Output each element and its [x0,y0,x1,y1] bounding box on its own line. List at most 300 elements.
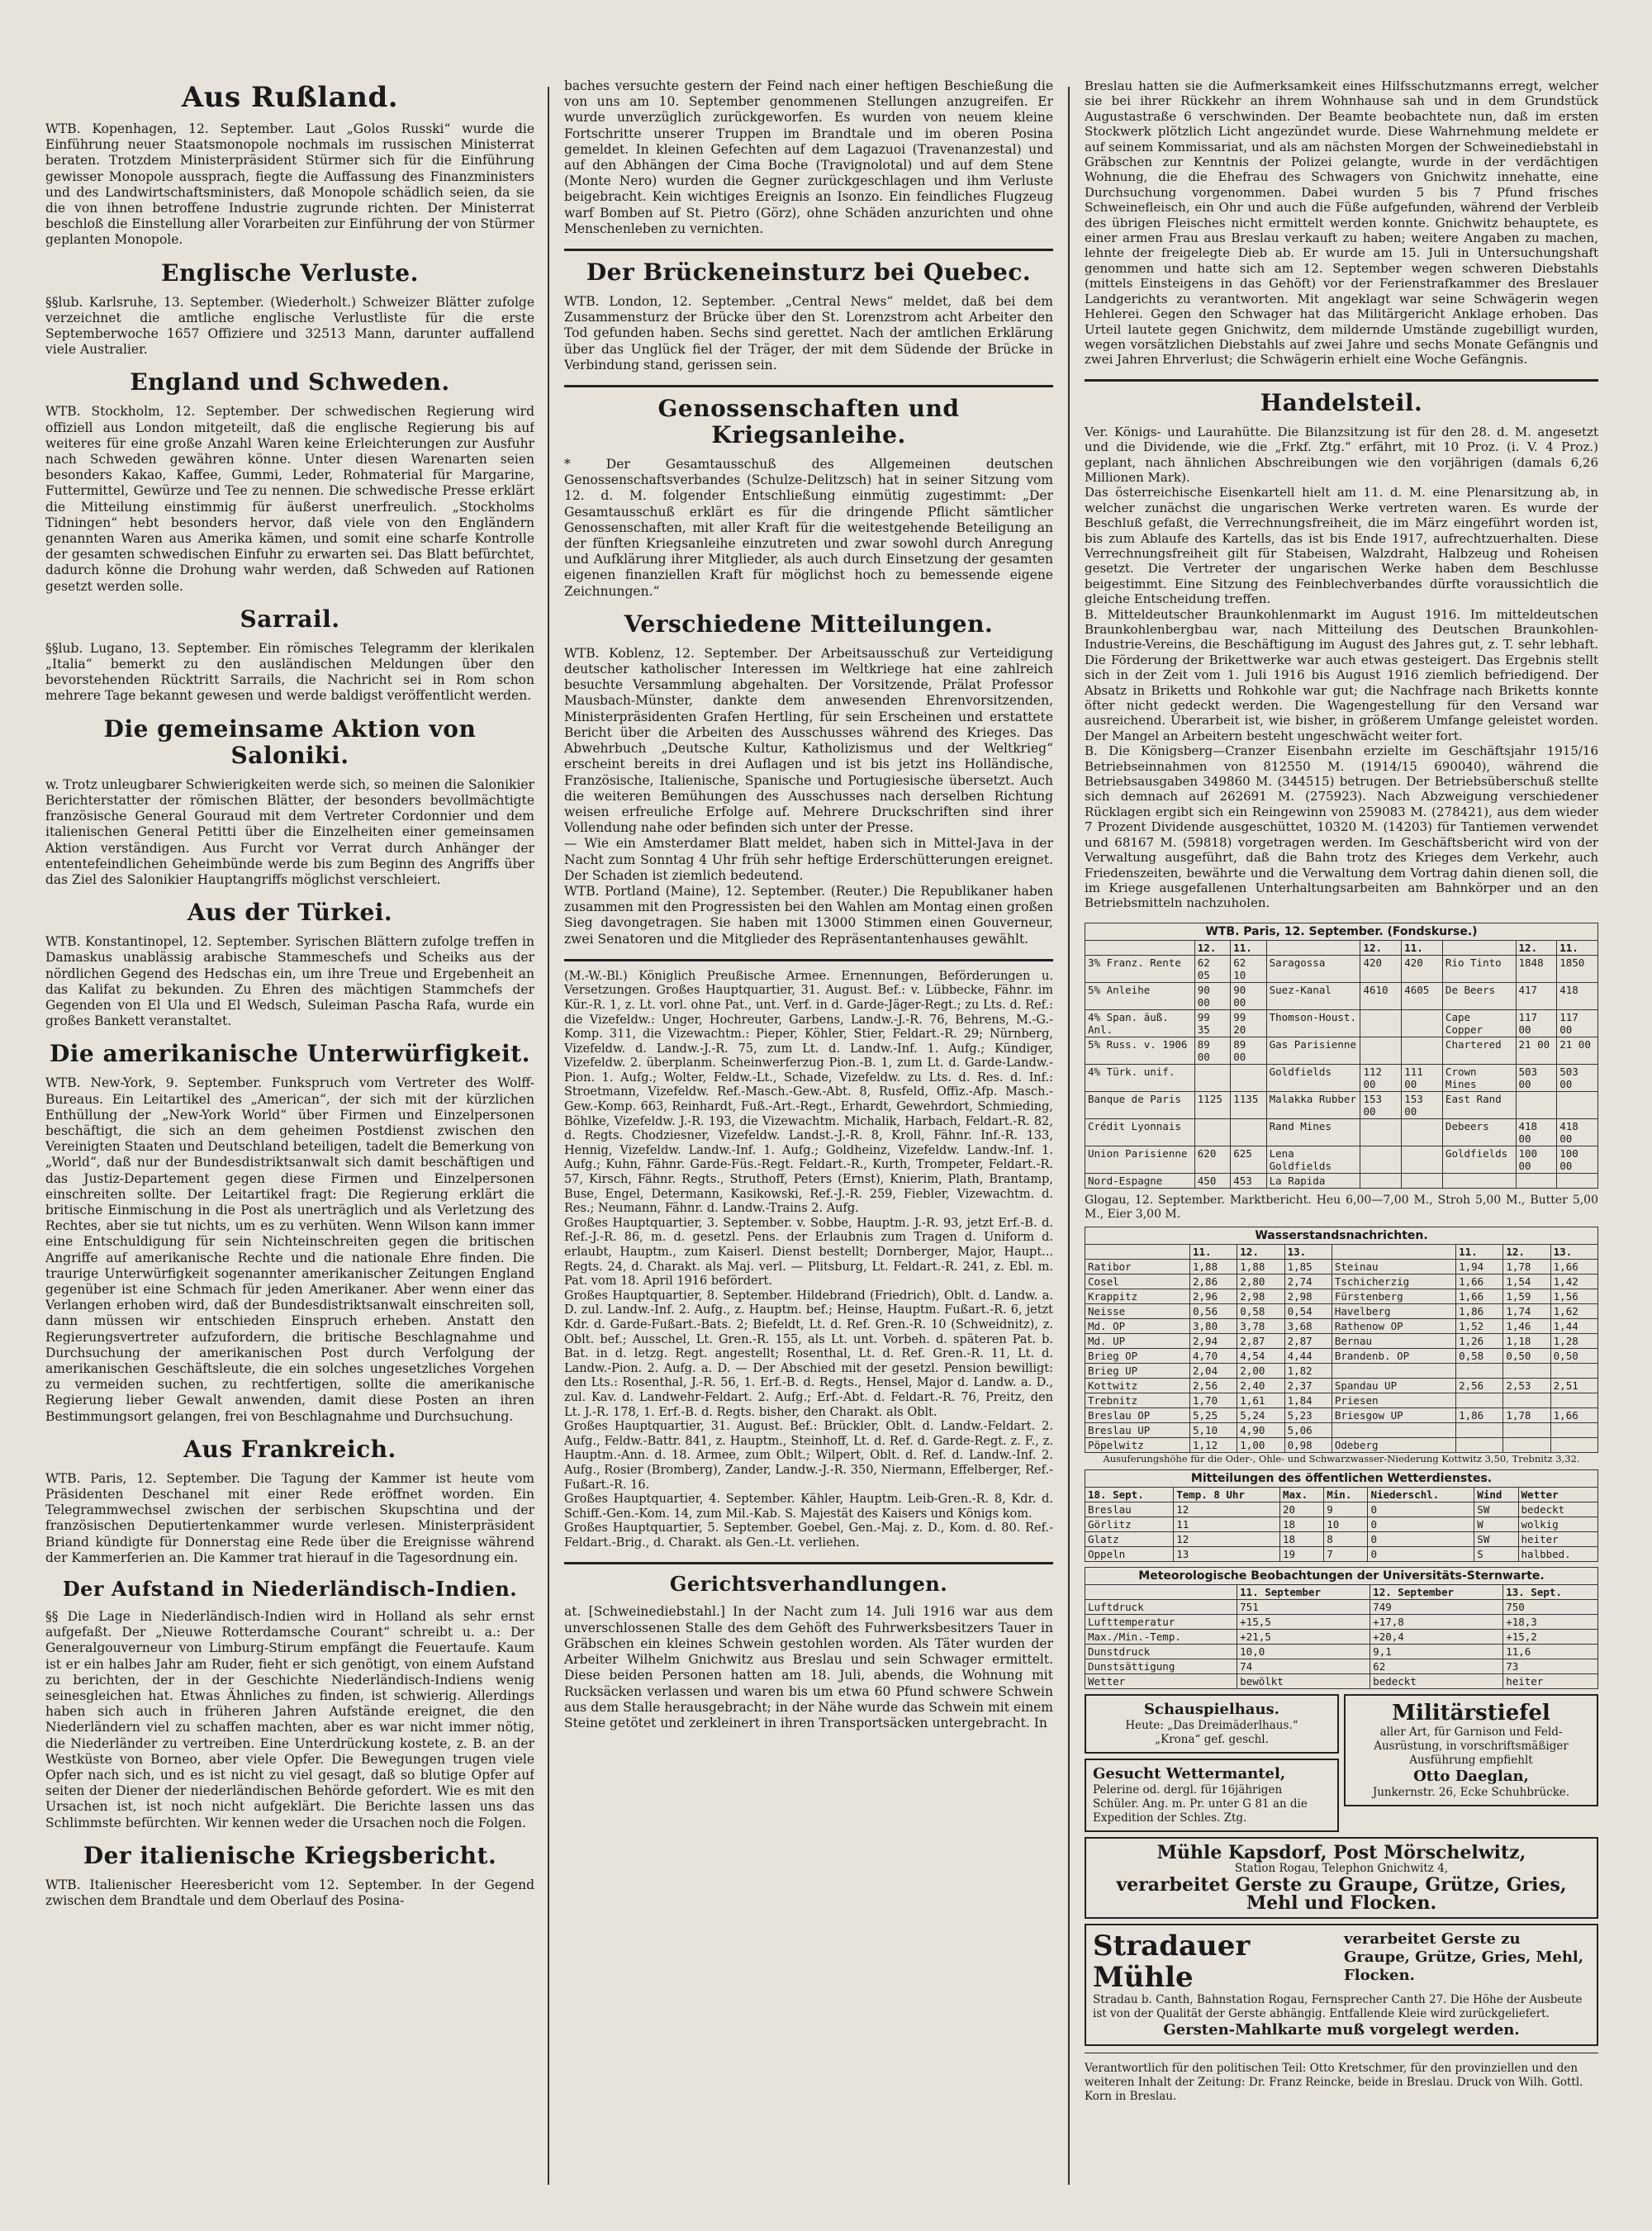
table-cell: 1,66 [1456,1289,1503,1303]
table-cell: Md. OP [1085,1318,1190,1333]
table-header-cell: 12. [1360,940,1402,955]
university-observations [1085,1567,1598,1689]
table-cell: 0,58 [1456,1348,1503,1363]
table-cell: 3,68 [1284,1318,1332,1333]
table-cell: 90 00 [1231,982,1266,1009]
headline: Englische Verluste. [161,259,419,287]
table-cell: 2,96 [1190,1289,1237,1303]
table-cell: 1,88 [1237,1259,1284,1274]
table-row [1085,1407,1598,1422]
ad-wettermantel [1085,1759,1339,1832]
table-row [1085,1146,1598,1173]
ad-headline: Gesucht Wettermantel, [1093,1764,1286,1782]
table-cell [1503,1393,1550,1407]
table-header-cell [1332,1244,1455,1259]
table-cell: 450 [1194,1173,1230,1188]
table-cell: 1,66 [1550,1407,1597,1422]
table-cell: 12 [1174,1502,1280,1517]
table-cell: 73 [1503,1659,1598,1673]
article-text: WTB. London, 12. September. „Central News“ meldet, daß bei dem Zusammensturz der Brücke über den St. Lorenzstrom acht Arbeiter den Tod gefunden haben. Sechs sind gerettet. Nach der amtlichen Erklärung über das Unglück fiel der Träger, der mit dem Südende der Brücke in Verbindung stand, gerissen sein. [564,294,1053,373]
table-cell: 1,44 [1550,1318,1597,1333]
article-text: Ver. Königs- und Laurahütte. Die Bilanzsitzung ist für den 28. d. M. angesetzt und die Dividende, wie die „Frkf. Ztg.“ erfährt, mit 10 Proz. (i. V. 4 Proz.) geplant, nach ähnlichen Abschreibungen wie den vorjährigen (damals 6,26 Millionen Mark). Das österreichische Eisenkartell hielt am 11. d. M. eine Plenarsitzung ab, in welcher zunächst die ungarischen Werke vertreten waren. Es wurde der Beschluß gefaßt, die Verrechnungsfreiheit, die im März eingeführt worden ist, bis zum Ablaufe des Kartells, das ist bis Ende 1917, aufrechtzuerhalten. Diese Verrechnungsfreiheit gilt für Stabeisen, Walzdraht, Halbzeug und Roheisen gesetzt. Die Vertreter der ungarischen Werke haben dem Beschlusse beigestimmt. Eine Sitzung des Feinblechverbandes dürfte voraussichtlich die gleiche Entscheidung treffen. B. Mitteldeutscher Braunkohlenmarkt im August 1916. Im mitteldeutschen Braunkohlenbergbau war, nach Mitteilung des Deutschen Braunkohlen-Industrie-Vereins, die Beschäftigung im August des Jahres gut, z. T. sehr lebhaft. Die Förderung der Brikettwerke war auch etwas gesteigert. Das Ergebnis stellt sich in der Zeit vom 1. Juli 1916 bis August 1916 ziemlich befriedigend. Der Absatz in Briketts und Rohkohle war gut; die Nachfrage nach Briketts konnte öfter nicht gedeckt werden. Die Wagengestellung für den Versand war ausreichend. Überarbeit ist, wie bisher, in größerem Umfange geleistet worden. Der Mangel an Arbeitern besteht ungeschwächt weiter fort. B. Die Königsberg—Cranzer Eisenbahn erzielte im Geschäftsjahr 1915/16 Betriebseinnahmen von 812550 M. (1914/15 690040), während die Betriebsausgaben 349860 M. (344515) betrugen. Der Betriebsüberschuß stellte sich demnach auf 262691 M. (275923). Nach Abzweigung verschiedener Rücklagen ergibt sich ein Reingewinn von 259083 M. (278421), aus dem wieder 7 Prozent Dividende ausgeschüttet, 10320 M. (14203) für Tantiemen verwendet und 68167 M. (59818) vorgetragen werden. Im Geschäftsbericht wird von der Verwaltung ausgeführt, daß die Bahn trotz des Krieges dem Verkehr, auch Friedenszeiten, bewährte und die Verwaltung dem Vortrag dahin dienen soll, die im Kriege ausgefallenen Unterhaltungsarbeiten am Bahnkörper und an den Betriebsmitteln nachzuholen. [1085,424,1598,911]
table-header-cell: Wetter [1518,1487,1597,1502]
article-text: WTB. Konstantinopel, 12. September. Syrischen Blättern zufolge treffen in Damaskus unablässig arabische Stammeschefs und Scheiks aus der nördlichen Gegend des Hedschas ein, um ihre Treue und Ergebenheit an das Kalifat zu bekunden. Zu Ehren des mächtigen Stammchefs der Gegenden von El Ula und El Wedsch, Suleiman Pascha Rafa, wurde ein großes Bankett veranstaltet. [45,934,534,1029]
table-cell: 1,12 [1190,1437,1237,1452]
article-englische-verluste [45,260,534,358]
table-cell: Brieg OP [1085,1348,1190,1363]
table-cell: 9 [1324,1502,1368,1517]
table-header-cell: Max. [1280,1487,1324,1502]
table-cell: 11 [1174,1517,1280,1531]
table-cell [1456,1363,1503,1378]
table-cell [1516,1091,1557,1118]
table-cell: 1,78 [1503,1259,1550,1274]
table-cell: Cosel [1085,1274,1190,1289]
article-gerichtsverhandlungen [564,1573,1053,1731]
article-text: Breslau hatten sie die Aufmerksamkeit eines Hilfsschutzmanns erregt, welcher sie bei ihrer Rückkehr an ihrem Wohnhause sah und in dem Grundstück Augustastraße 6 verschwinden. Der Beamte beobachtete nun, daß im ersten Stockwerk plötzlich Licht angezündet wurde. Diese Wahrnehmung meldete er auf seinem Kommissariat, und als am nächsten Morgen der Schweinediebstahl in Gräbschen zur Kenntnis der Polizei gelangte, wurde in der verdächtigen Wohnung, die die Ehefrau des Schwagers von Gnichwitz innehatte, eine Durchsuchung vorgenommen. Dabei wurden 5 bis 7 Pfund frisches Schweinefleisch, ein Ohr und auch die Füße aufgefunden, während der Verbleib des übrigen Fleisches nicht ermittelt werden konnte. Gnichwitz behauptete, es einer armen Frau aus Breslau verkauft zu haben; weitere Angaben zu machen, lehnte der freigelegte Dieb ab. Er wurde am 15. Juli in Untersuchungshaft genommen und hatte sich am 12. September wegen schweren Diebstahls (mittels Einsteigens in das Gehöft) vor der Ferienstrafkammer des Breslauer Landgerichts zu verantworten. Mit angeklagt war seine Schwägerin wegen Hehlerei. Gegen den Schwager hat das Militärgericht Anklage erhoben. Das Urteil lautete gegen Gnichwitz, dem mildernde Umstände zugebilligt wurden, wegen vorsätzlichen Diebstahls auf zwei Jahre und sechs Monate Gefängnis und zwei Jahren Ehrverlust; die Schwägerin erhielt eine Woche Gefängnis. [1085,78,1598,368]
table-cell: 4,54 [1237,1348,1284,1363]
table-cell [1360,1173,1402,1188]
table-cell: 0 [1368,1517,1474,1531]
table-cell: 62 05 [1194,955,1230,982]
water-table [1085,1244,1598,1453]
table-cell: 5,10 [1190,1422,1237,1437]
table-cell: Luftdruck [1085,1599,1237,1614]
headline: Die amerikanische Unterwürfigkeit. [49,1040,530,1068]
table-cell: 0,50 [1503,1348,1550,1363]
article-text: w. Trotz unleugbarer Schwierigkeiten werde sich, so meinen die Salonikier Berichterstatter der römischen Blätter, der besonders bevollmächtigte französische General Gouraud mit dem Vertreter Cordonnier und dem italienischen General Petitti über die Einzelheiten einer gemeinsamen Aktion verständigen. Aus Furcht vor Verrat durch Anhänger der ententefeindlichen Geheimbünde werde bis zum Beginn des Angriffs über das Ziel des Salonikier Hauptangriffs möglichst verschleiert. [45,776,534,887]
ad-militaerstiefel [1344,1694,1598,1806]
article-tuerkei [45,900,534,1029]
ads-left [1085,1694,1339,1837]
divider [564,385,1053,387]
table-row [1085,1531,1598,1546]
table-cell: 111 00 [1402,1064,1443,1091]
table-cell: 1,66 [1456,1274,1503,1289]
table-cell: wolkig [1518,1517,1597,1531]
table-cell: Brandenb. OP [1332,1348,1455,1363]
article-amerikanische-unterwuerfigkeit [45,1041,534,1424]
table-row [1085,1173,1598,1188]
table-cell: 1,85 [1284,1259,1332,1274]
table-cell: Banque de Paris [1085,1091,1195,1118]
table-cell: 1,82 [1284,1363,1332,1378]
theater-title: Schauspielhaus. [1144,1700,1279,1718]
table-header-cell [1085,1584,1237,1599]
table-row [1085,1437,1598,1452]
table-cell: 1,46 [1503,1318,1550,1333]
ad-muehle-kapsdorf [1085,1837,1598,1919]
article-italienischer-kriegsbericht [45,1843,534,1909]
table-cell: 89 00 [1231,1037,1266,1064]
table-header-cell [1085,1244,1190,1259]
table-row [1085,1502,1598,1517]
table-cell: +18,3 [1503,1614,1598,1629]
table-cell: 1,54 [1503,1274,1550,1289]
table-cell: 2,98 [1237,1289,1284,1303]
table-header-cell: 11. [1402,940,1443,955]
table-cell: 117 00 [1516,1009,1557,1037]
table-cell: 0,54 [1284,1303,1332,1318]
table-cell: halbbed. [1518,1546,1597,1561]
table-row [1085,1064,1598,1091]
table-cell: 99 20 [1231,1009,1266,1037]
table-header-cell: 11. [1557,940,1598,955]
table-cell: 13 [1174,1546,1280,1561]
article-militaer-wochenblatt [564,970,1053,1551]
table-cell: Wetter [1085,1673,1237,1688]
table-row [1085,1517,1598,1531]
table-cell: Krappitz [1085,1289,1190,1303]
table-cell: 503 00 [1557,1064,1598,1091]
table-cell: 4% Span. äuß. Anl. [1085,1009,1195,1037]
table-header-cell: Wind [1474,1487,1518,1502]
table-header-cell: Niederschl. [1368,1487,1474,1502]
table-cell: 153 00 [1360,1091,1402,1118]
table-cell [1456,1437,1503,1452]
table-cell: Max./Min.-Temp. [1085,1629,1237,1644]
table-cell: 19 [1280,1546,1324,1561]
article-niederlaendisch-indien [45,1578,534,1831]
table-row [1085,1629,1598,1644]
table-cell: Crédit Lyonnais [1085,1118,1195,1146]
table-row [1085,1644,1598,1659]
theater-line: „Krona“ gef. geschl. [1155,1732,1269,1746]
table-cell: Breslau OP [1085,1407,1190,1422]
table-cell: heiter [1518,1531,1597,1546]
table-cell: Tschicherzig [1332,1274,1455,1289]
table-cell: 112 00 [1360,1064,1402,1091]
table-cell [1442,1173,1516,1188]
table-cell: 20 [1280,1502,1324,1517]
table-cell [1550,1363,1597,1378]
table-cell: 18 [1280,1531,1324,1546]
table-cell: Oppeln [1085,1546,1174,1561]
table-cell: 1,88 [1190,1259,1237,1274]
table-cell: Suez-Kanal [1266,982,1360,1009]
headline: Der italienische Kriegsbericht. [83,1841,497,1869]
table-cell: Görlitz [1085,1517,1174,1531]
table-cell: 5,23 [1284,1407,1332,1422]
table-cell: bedeckt [1518,1502,1597,1517]
table-cell: Kottwitz [1085,1378,1190,1393]
headline: Sarrail. [240,605,340,633]
table-cell: 2,56 [1456,1378,1503,1393]
table-cell: 7 [1324,1546,1368,1561]
table-cell: 1,56 [1550,1289,1597,1303]
table-cell: 749 [1370,1599,1503,1614]
table-cell [1360,1037,1402,1064]
article-handelsteil [1085,390,1598,911]
water-note: Ausuferungshöhe für die Oder-, Ohle- und Schwarzwasser-Niederung Kottwitz 3,50, Trebnitz 3,32. [1103,1452,1580,1464]
table-cell: 1,66 [1550,1259,1597,1274]
table-cell: W [1474,1517,1518,1531]
article-genossenschaften [564,396,1053,600]
table-cell: Saragossa [1266,955,1360,982]
table-cell: Glatz [1085,1531,1174,1546]
ad-headline: Militärstiefel [1392,1700,1550,1725]
table-header-cell: 18. Sept. [1085,1487,1174,1502]
divider [564,1562,1053,1564]
table-cell: 2,86 [1190,1274,1237,1289]
article-text: at. [Schweinediebstahl.] In der Nacht zum 14. Juli 1916 war aus dem unverschlossenen Stalle des dem Gehöft des Fuhrwerksbesitzers Tauer in Gräbschen ein kleines Schwein gestohlen worden. Als Täter wurden der Arbeiter Wilhelm Gnichwitz aus Breslau und sein Schwager ermittelt. Diese beiden Personen hatten am 18. Juli, abends, die Wohnung mit Rucksäcken verlassen und waren bis um etwa 60 Pfund schwere Schwein aus dem Stalle herausgebracht; in der Nähe wurde das Schwein mit einem Steine getötet und zerkleinert in ihren Transportsäcken untergebracht. In [564,1604,1053,1730]
table-row [1085,1303,1598,1318]
table-cell: 1,00 [1237,1437,1284,1452]
table-cell [1550,1437,1597,1452]
table-cell: S [1474,1546,1518,1561]
column-rule [548,87,549,2185]
ad-text: Stradau b. Canth, Bahnstation Rogau, Fernsprecher Canth 27. Die Höhe der Ausbeute ist von der Qualität der Gerste abhängig. Entfallende Kleie wird zurückgeliefert. [1093,1992,1583,2020]
table-cell: 2,87 [1284,1333,1332,1348]
table-cell: 0 [1368,1546,1474,1561]
table-cell: 3,80 [1190,1318,1237,1333]
table-row [1085,1393,1598,1407]
table-cell: East Rand [1442,1091,1516,1118]
table-cell: Lufttemperatur [1085,1614,1237,1629]
table-cell: Goldfields [1442,1146,1516,1173]
table-cell: Breslau [1085,1502,1174,1517]
water-title: Wasserstandsnachrichten. [1085,1227,1598,1244]
table-cell: 418 [1557,982,1598,1009]
table-row [1085,1363,1598,1378]
table-cell [1402,1009,1443,1037]
table-cell: +21,5 [1237,1629,1370,1644]
table-cell: 11,6 [1503,1644,1598,1659]
table-cell: SW [1474,1502,1518,1517]
table-cell: +20,4 [1370,1629,1503,1644]
table-cell: 5% Anleihe [1085,982,1195,1009]
table-cell: Thomson-Houst. [1266,1009,1360,1037]
table-cell: 4,70 [1190,1348,1237,1363]
table-cell: Nord-Espagne [1085,1173,1195,1188]
table-cell: Steinau [1332,1259,1455,1274]
table-cell [1456,1393,1503,1407]
table-header-cell: 13. [1284,1244,1332,1259]
table-header-cell: 12. [1194,940,1230,955]
table-cell: 420 [1402,955,1443,982]
article-text: (M.-W.-Bl.) Königlich Preußische Armee. Ernennungen, Beförderungen u. Versetzungen. Großes Hauptquartier, 31. August. Bef.: v. Lübbecke, Fähnr. im Kür.-R. 1, z. Lt. vorl. ohne Pat., unt. Verf. in d. Garde-Jäger-Regt.; zu Lts. d. Ref.: die Vizefeldw.: Unger, Hochreuter, Garbens, Landw.-J.-R. 76, Behrens, M.-G.-Komp. 311, die Vizewachtm.: Pieper, Köhler, Stier, Feldart.-R. 29; Nürnberg, Vizefeldw. d. Landw.-J.-R. 75, zum Lt. d. Landw.-Inf. 1. Aufg.; Kündiger, Vizefeldw. 2. überplanm. Scheinwerferzug Pion.-B. 1, zum Lt. d. Garde-Landw.-Pion. 1. Aufg.; Wolter, Feldw.-Lt., Schade, Vizefeldw. zu Lts. d. Res. d. Inf.: Stroetmann, Vizefeldw. Ref.-Masch.-Gew.-Abt. 8, Rusfeld, Offiz.-Afp. Masch.-Gew.-Komp. 663, Reinhardt, Fuß.-Art.-Regt., Erhardt, Gewehrdort, Schmieding, Böhlke, Vizefeldw. J.-R. 193, die Vizewachtm. Michalik, Harbach, Feldart.-R. 82, d. Regts. Chodziesner, Vizefeldw. Landst.-J.-R. 8, Kroll, Fähnr. Inf.-R. 133, Hennig, Vizefeldw. Landw.-Inf. 1. Aufg.; Goldheinz, Vizefeldw. Landw.-Inf. 1. Aufg.; Kuhn, Fähnr. Garde-Füs.-Regt. Feldart.-R., Kurth, Trompeter, Feldart.-R. 57, Kirsch, Fähnr. Regts., Struthoff, Peters (Ernst), Knierim, Plath, Brantamp, Buse, Engel, Determann, Kasikowski, Ref.-J.-R. 259, Fiebler, Vizewachtm. d. Res.; Neumann, Fähnr. d. Landw.-Trains 2. Aufg. Großes Hauptquartier, 3. September. v. Sobbe, Hauptm. J.-R. 93, jetzt Erf.-B. d. Ref.-J.-R. 86, m. d. gesetzl. Pens. der Erlaubnis zum Tragen d. Uniform d. erlaubt, Hauptm., zum Kaiserl. Dienst bestellt; Dornberger, Major, Haupt... Regts. 24, d. Charakt. als Maj. verl. — Plitsburg, Lt. Feldart.-R. 241, z. Ebl. m. Pat. vom 18. April 1916 befördert. Großes Hauptquartier, 8. September. Hildebrand (Friedrich), Oblt. d. Landw. a. D. zul. Landw.-Inf. 2. Aufg., z. Hauptm. bef.; Heinse, Hauptm. Fußart.-R. 6, jetzt Kdr. d. Garde-Fußart.-Bats. 2; Biefeldt, Lt. d. Ref. Gren.-R. 10 (Schweidnitz), z. Oblt. bef.; Ausschel, Lt. Gren.-R. 155, als Lt. unt. Vorbeh. d. späteren Pat. b. Bat. in d. letzg. Regt. angestellt; Rosenthal, Lt. d. Ref. Gren.-R. 11, Lt. d. Landw.-Pion. 2. Aufg. a. D. — Der Abschied mit der gesetzl. Pension bewilligt: den Lts.: Rosenthal, J.-R. 56, 1. Erf.-B. d. Regts., Hensel, Major d. Landw. a. D., zul. Kav. d. Landwehr-Feldart. 2. Aufg.; Erf.-Abt. d. Feldart.-R. 76, Preitz, den Lt. J.-R. 178, 1. Erf.-B. d. Regts. bisher, den Charakt. als Oblt. Großes Hauptquartier, 31. August. Bef.: Brückler, Oblt. d. Landw.-Feldart. 2. Aufg., Feldw.-Battr. 841, z. Hauptm., Steinhoff, Lt. d. Ref. d. Garde-Regt. z. F., z. Hauptm.-Ann. d. 18. Armee, zum Oblt.; Wilpert, Oblt. d. Ref. d. Landw.-Inf. 2. Aufg., Rosier (Bromberg), Zander, Landw.-J.-R. 350, Niermann, Effelberger, Ref.-Fußart.-R. 16. Großes Hauptquartier, 4. September. Kähler, Hauptm. Leib-Gren.-R. 8, Kdr. d. Schiff.-Gen.-Kom. 14, zum Mil.-Kab. S. Majestät des Kaisers und Königs kom. Großes Hauptquartier, 5. September. Goebel, Gen.-Maj. z. D., Kom. d. 80. Ref.-Feldart.-Brig., d. Charakt. als Gen.-Lt. verliehen. [564,969,1053,1550]
headline: Genossenschaften und Kriegsanleihe. [657,395,960,449]
article-text: WTB. Italienischer Heeresbericht vom 12. September. In der Gegend zwischen dem Brandtale und dem Oberlauf des Posina- [45,1877,534,1909]
article-text: WTB. Paris, 12. September. Die Tagung der Kammer ist heute vom Präsidenten Deschanel mit einer Rede eröffnet worden. Ein Telegrammwechsel zwischen der serbischen Skupschtina und der französischen Deputiertenkammer wurde verlesen. Ministerpräsident Briand kündigte für Donnerstag eine Rede über die Ereignisse während der Kammerferien an. Die Kammer trat hierauf in die Tagesordnung ein. [45,1470,534,1565]
table-cell: 0,56 [1190,1303,1237,1318]
table-cell: 1,26 [1456,1333,1503,1348]
article-frankreich [45,1436,534,1566]
article-text: WTB. Koblenz, 12. September. Der Arbeitsausschuß zur Verteidigung deutscher katholischer Interessen im Weltkriege hat eine zahlreich besuchte Versammlung abgehalten. Der Vorsitzende, Prälat Professor Mausbach-Münster, dankte dem anwesenden Ehrenvorsitzenden, Ministerpräsidenten Grafen Hertling, für sein Erscheinen und erstattete Bericht über die Arbeiten des Ausschusses während des Krieges. Das Abwehrbuch „Deutsche Kultur, Katholizismus und der Weltkrieg“ erscheint bereits in drei Auflagen und ist bis jetzt ins Holländische, Französische, Italienische, Spanische und Portugiesische übersetzt. Auch die weiteren Bemühungen des Ausschusses nach derselben Richtung weisen erfreuliche Erfolge auf. Mehrere Druckschriften sind ihrer Vollendung nahe oder befinden sich unter der Presse. — Wie ein Amsterdamer Blatt meldet, haben sich in Mittel-Java in der Nacht zum Sonntag 4 Uhr früh sehr heftige Erderschütterungen ereignet. Der Schaden ist ziemlich bedeutend. WTB. Portland (Maine), 12. September. (Reuter.) Die Republikaner haben zusammen mit den Progressisten bei den Wahlen am Montag einen großen Sieg davongetragen. Sie haben mit 13000 Stimmen einen Gouverneur, zwei Senatoren und die Mitglieder des Repräsentantenhauses gewählt. [564,645,1053,947]
table-cell: 1,28 [1550,1333,1597,1348]
table-cell: 2,53 [1503,1378,1550,1393]
table-cell: 1,18 [1503,1333,1550,1348]
ads-row [1085,1694,1598,1837]
article-text: WTB. Stockholm, 12. September. Der schwedischen Regierung wird offiziell aus London mitgeteilt, daß die englische Regierung bis auf weiteres für eine große Anzahl Waren keine Erleichterungen zur Ausfuhr nach Schweden gewähren könne. Unter diesen Warenarten seien besonders Kakao, Kaffee, Gummi, Leder, Rohmaterial für Margarine, Futtermittel, Gewürze und Tee zu nennen. Die schwedische Presse erklärt die Mitteilung einstimmig für äußerst unerfreulich. „Stockholms Tidningen“ hebt besonders hervor, daß viele von den Engländern genannten Waren aus Amerika kämen, und somit eine scharfe Kontrolle der gesamten schwedischen Einfuhr zu erwarten sei. Das Blatt befürchtet, dadurch könne die Drohung wahr werden, daß Schweden auf Rationen gesetzt werden solle. [45,404,534,594]
table-header-cell [1266,940,1360,955]
table-cell: 8 [1324,1531,1368,1546]
table-cell: 2,37 [1284,1378,1332,1393]
table-header-cell: 12. [1516,940,1557,955]
table-row [1085,1659,1598,1673]
table-cell [1231,1064,1266,1091]
table-cell: bedeckt [1370,1673,1503,1688]
column-3 [1085,78,1598,2193]
headline: Die gemeinsame Aktion von Saloniki. [103,714,477,769]
table-header-cell: 12. [1237,1244,1284,1259]
table-cell [1402,1118,1443,1146]
table-cell: 90 00 [1194,982,1230,1009]
table-cell: 2,87 [1237,1333,1284,1348]
ad-footer: Gersten-Mahlkarte muß vorgelegt werden. [1163,2020,1520,2039]
divider [564,959,1053,961]
table-cell: 0 [1368,1502,1474,1517]
table-cell: Dunstdruck [1085,1644,1237,1659]
table-cell: Rathenow OP [1332,1318,1455,1333]
table-cell: 0,98 [1284,1437,1332,1452]
table-cell: 3,78 [1237,1318,1284,1333]
table-cell: 1,52 [1456,1318,1503,1333]
water-levels [1085,1227,1598,1464]
table-row [1085,1673,1598,1688]
table-cell: Fürstenberg [1332,1289,1455,1303]
table-cell: 1135 [1231,1091,1266,1118]
article-kriegsbericht-continued [564,78,1053,237]
ad-header-row [1093,1930,1590,1993]
headline: Verschiedene Mitteilungen. [624,610,994,638]
table-cell: heiter [1503,1673,1598,1688]
table-cell: Debeers [1442,1118,1516,1146]
table-cell: 10,0 [1237,1644,1370,1659]
table-cell [1194,1118,1230,1146]
table-cell: De Beers [1442,982,1516,1009]
imprint: Verantwortlich für den politischen Teil: Otto Kretschmer, für den provinziellen und den weiteren Inhalt der Zeitung: Dr. Franz Reincke, beide in Breslau. Druck von Wilh. Gottl. Korn in Breslau. [1085,2061,1583,2103]
table-cell: 1,78 [1503,1407,1550,1422]
column-2 [564,78,1053,2193]
table-header-cell: Temp. 8 Uhr [1174,1487,1280,1502]
table-row [1085,1274,1598,1289]
table-row [1085,1318,1598,1333]
ad-headline: Stradauer Mühle [1093,1929,1251,1994]
table-cell: 1,86 [1456,1303,1503,1318]
table-header-cell [1442,940,1516,955]
table-row [1085,1037,1598,1064]
table-cell [1360,1146,1402,1173]
article-text: * Der Gesamtausschuß des Allgemeinen deutschen Genossenschaftsverbandes (Schulze-Delitzsch) hat in seiner Sitzung vom 12. d. M. folgender Entschließung einmütig zugestimmt: „Der Gesamtausschuß erklärt es für die dringende Pflicht sämtlicher Genossenschaften, mit aller Kraft für die weitestgehende Beteiligung an der fünften Kriegsanleihe einzutreten und zwar sowohl durch Anregung und Aufklärung ihrer Mitglieder, als auch durch Einsetzung der gesamten eigenen finanziellen Kraft für möglichst hoch zu bemessende eigene Zeichnungen.“ [564,457,1053,599]
table-cell: Lena Goldfields [1266,1146,1360,1173]
ad-offer: verarbeitet Gerste zu Graupe, Grütze, Gries, Mehl, Flocken. [1344,1930,1584,1984]
headline: Aus Frankreich. [183,1435,396,1463]
headline: Handelsteil. [1260,388,1423,416]
table-cell: 620 [1194,1146,1230,1173]
table-cell: 0,50 [1550,1348,1597,1363]
table-cell: 153 00 [1402,1091,1443,1118]
table-cell: 5,24 [1237,1407,1284,1422]
table-cell: 4,44 [1284,1348,1332,1363]
article-verschiedene [564,611,1053,947]
table-row [1085,1333,1598,1348]
market-title: WTB. Paris, 12. September. (Fondskurse.) [1085,923,1598,940]
table-cell [1550,1422,1597,1437]
ad-stradauer-muehle [1085,1924,1598,2046]
headline: Gerichtsverhandlungen. [669,1572,948,1597]
table-cell: Odeberg [1332,1437,1455,1452]
table-cell: Pöpelwitz [1085,1437,1190,1452]
table-cell: Goldfields [1266,1064,1360,1091]
table-cell: 117 00 [1557,1009,1598,1037]
table-cell: 2,80 [1237,1274,1284,1289]
article-text: baches versuchte gestern der Feind nach einer heftigen Beschießung die von uns am 10. September genommenen Stellungen anzugreifen. Er wurde unverzüglich zurückgeworfen. Es wurden von neuem kleine Fortschritte unserer Truppen im Brandtale und im oberen Posina gemeldet. In kleinen Gefechten auf dem Lagazuoi (Travenanzestal) und auf den Abhängen der Cima Boche (Travignolotal) und auf dem Stene (Monte Nero) wurden die Gegner zurückgeschlagen und ihm Verluste beigebracht. Kein wichtiges Ereignis an Isonzo. Ein feindliches Flugzeug warf Bomben auf St. Pietro (Görz), ohne Schäden anzurichten und ohne Menschenleben zu vernichten. [564,78,1053,236]
table-cell: La Rapida [1266,1173,1360,1188]
table-cell: Bernau [1332,1333,1455,1348]
table-cell: Malakka Rubber [1266,1091,1360,1118]
headline: Aus Rußland. [181,81,399,114]
table-cell: 503 00 [1516,1064,1557,1091]
article-text: §§lub. Lugano, 13. September. Ein römisches Telegramm der klerikalen „Italia“ bemerkt zu den ausländischen Meldungen über den bevorstehenden Rücktritt Sarrails, die Nachricht sei in Rom schon mehrere Tage bekannt gewesen und werde baldigst veröffentlicht werden. [45,640,534,704]
table-cell: 12 [1174,1531,1280,1546]
table-row [1085,1259,1598,1274]
table-cell: Ratibor [1085,1259,1190,1274]
table-header-cell: Min. [1324,1487,1368,1502]
table-cell: Brieg UP [1085,1363,1190,1378]
table-cell: Md. UP [1085,1333,1190,1348]
table-cell: 1,61 [1237,1393,1284,1407]
table-cell: 1,84 [1284,1393,1332,1407]
table-cell: 2,74 [1284,1274,1332,1289]
table-cell: 62 [1370,1659,1503,1673]
table-cell: 1,62 [1550,1303,1597,1318]
table-cell: Cape Copper [1442,1009,1516,1037]
table-header-cell: 11. [1190,1244,1237,1259]
table-cell: 10 [1324,1517,1368,1531]
ads-right [1344,1694,1598,1837]
table-cell: 1,42 [1550,1274,1597,1289]
table-cell [1402,1037,1443,1064]
table-header-cell: 12. [1503,1244,1550,1259]
table-cell: 1850 [1557,955,1598,982]
ad-text: Station Rogau, Telephon Gnichwitz 4, [1234,1861,1449,1875]
divider [1085,379,1598,382]
headline: Der Brückeneinsturz bei Quebec. [586,259,1032,287]
table-cell: 100 00 [1516,1146,1557,1173]
table-cell [1557,1173,1598,1188]
table-cell [1360,1118,1402,1146]
table-cell: 21 00 [1557,1037,1598,1064]
table-cell: Breslau UP [1085,1422,1190,1437]
table-cell: 418 00 [1516,1118,1557,1146]
market-table [1085,940,1598,1189]
table-cell [1402,1146,1443,1173]
table-cell: Rio Tinto [1442,955,1516,982]
article-england-schweden [45,369,534,594]
table-cell: +15,2 [1503,1629,1598,1644]
table-header-cell: 13. [1550,1244,1597,1259]
table-cell: 1,59 [1503,1289,1550,1303]
table-cell: 5% Russ. v. 1906 [1085,1037,1195,1064]
table-cell: 2,56 [1190,1378,1237,1393]
table-cell: 1,94 [1456,1259,1503,1274]
table-cell: Rand Mines [1266,1118,1360,1146]
table-cell: Priesen [1332,1393,1455,1407]
table-cell [1503,1422,1550,1437]
table-cell [1194,1064,1230,1091]
table-cell: 751 [1237,1599,1370,1614]
table-row [1085,1422,1598,1437]
table-cell [1550,1393,1597,1407]
table-cell: 100 00 [1557,1146,1598,1173]
article-gericht-continued [1085,78,1598,368]
table-row [1085,1614,1598,1629]
table-cell: 3% Franz. Rente [1085,955,1195,982]
table-cell: 2,94 [1190,1333,1237,1348]
table-header-cell: 13. Sept. [1503,1584,1598,1599]
table-row [1085,1091,1598,1118]
